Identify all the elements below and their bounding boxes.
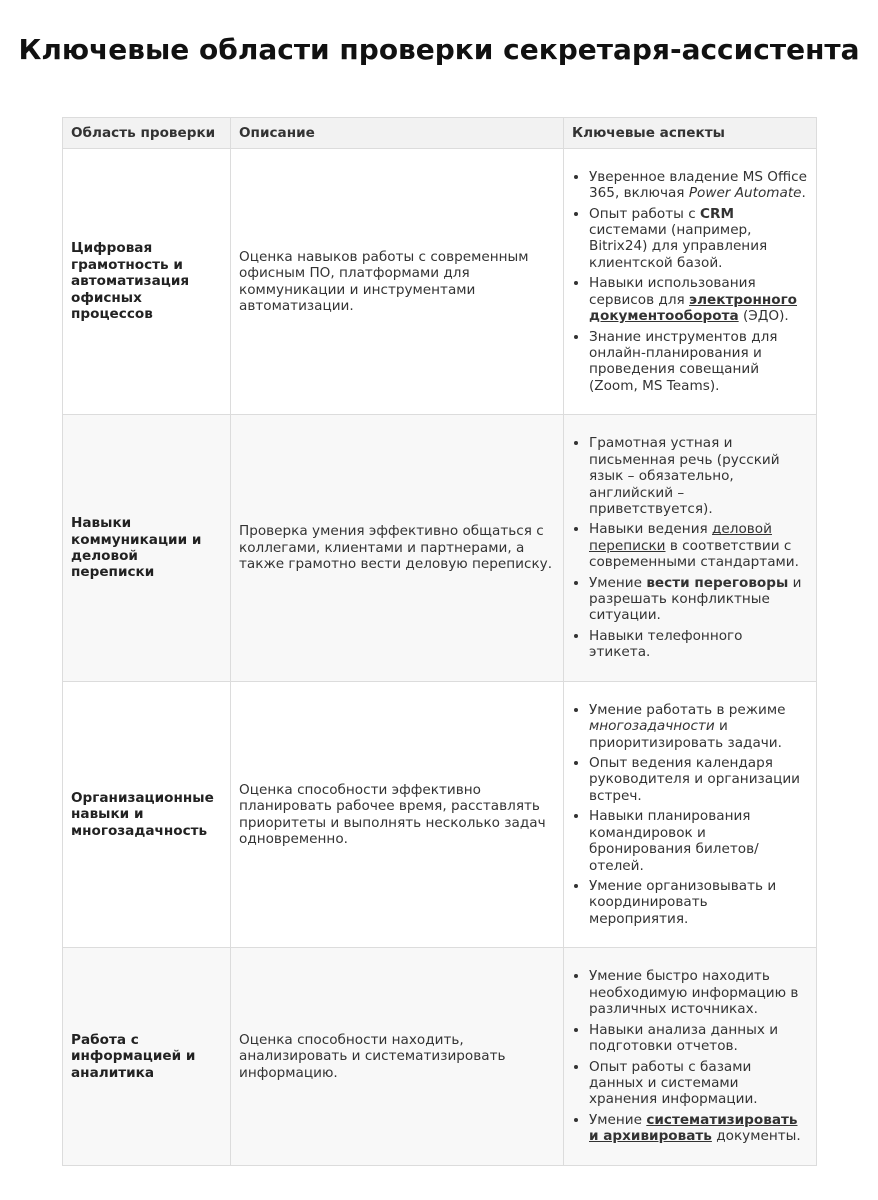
table-row — [63, 149, 817, 415]
verification-table — [62, 117, 817, 1166]
area-cell: Навыки коммуникации и деловой переписки — [63, 415, 231, 682]
list-item: • Умение быстро находить необходимую информацию в различных источниках. — [589, 968, 808, 1017]
list-item: • Уверенное владение MS Office 365, включая Power Automate. — [589, 169, 808, 202]
list-item: • Умение вести переговоры и разрешать конфликтные ситуации. — [589, 575, 808, 624]
list-item: • Опыт работы с CRM системами (например, Bitrix24) для управления клиентской базой. — [589, 206, 808, 272]
list-item: • Умение работать в режиме многозадачности и приоритизировать задачи. — [589, 702, 808, 751]
description-cell: Оценка способности находить, анализировать и систематизировать информацию. — [231, 948, 564, 1166]
list-item: • Навыки ведения деловой переписки в соответствии с современными стандартами. — [589, 521, 808, 570]
header-area: Область проверки — [63, 118, 231, 149]
table-header-row — [63, 118, 817, 149]
header-description: Описание — [231, 118, 564, 149]
aspects-list — [572, 169, 808, 394]
list-item: • Опыт ведения календаря руководителя и организации встреч. — [589, 755, 808, 804]
list-item: • Знание инструментов для онлайн-планирования и проведения совещаний (Zoom, MS Teams). — [589, 329, 808, 395]
aspects-list — [572, 702, 808, 927]
description-cell: Оценка способности эффективно планировать рабочее время, расставлять приоритеты и выполнять несколько задач одновременно. — [231, 682, 564, 948]
list-item: • Навыки телефонного этикета. — [589, 628, 808, 661]
aspects-list — [572, 968, 808, 1144]
table-row — [63, 682, 817, 948]
header-aspects: Ключевые аспекты — [564, 118, 817, 149]
page-title: Ключевые области проверки секретаря-ассистента — [18, 33, 860, 66]
area-cell: Работа с информацией и аналитика — [63, 948, 231, 1166]
area-cell: Организационные навыки и многозадачность — [63, 682, 231, 948]
aspects-cell — [564, 948, 817, 1166]
list-item: • Навыки планирования командировок и бронирования билетов/отелей. — [589, 808, 808, 874]
list-item: • Умение организовывать и координировать мероприятия. — [589, 878, 808, 927]
list-item: • Навыки использования сервисов для электронного документооборота (ЭДО). — [589, 275, 808, 324]
table-row — [63, 948, 817, 1166]
list-item: • Умение систематизировать и архивировать документы. — [589, 1112, 808, 1145]
list-item: • Навыки анализа данных и подготовки отчетов. — [589, 1022, 808, 1055]
aspects-cell — [564, 149, 817, 415]
aspects-cell — [564, 682, 817, 948]
list-item: • Грамотная устная и письменная речь (русский язык – обязательно, английский – приветствуется). — [589, 435, 808, 517]
aspects-cell — [564, 415, 817, 682]
aspects-list — [572, 435, 808, 660]
table-row — [63, 415, 817, 682]
description-cell: Проверка умения эффективно общаться с коллегами, клиентами и партнерами, а также грамотно вести деловую переписку. — [231, 415, 564, 682]
list-item: • Опыт работы с базами данных и системами хранения информации. — [589, 1059, 808, 1108]
area-cell: Цифровая грамотность и автоматизация офисных процессов — [63, 149, 231, 415]
description-cell: Оценка навыков работы с современным офисным ПО, платформами для коммуникации и инструментами автоматизации. — [231, 149, 564, 415]
